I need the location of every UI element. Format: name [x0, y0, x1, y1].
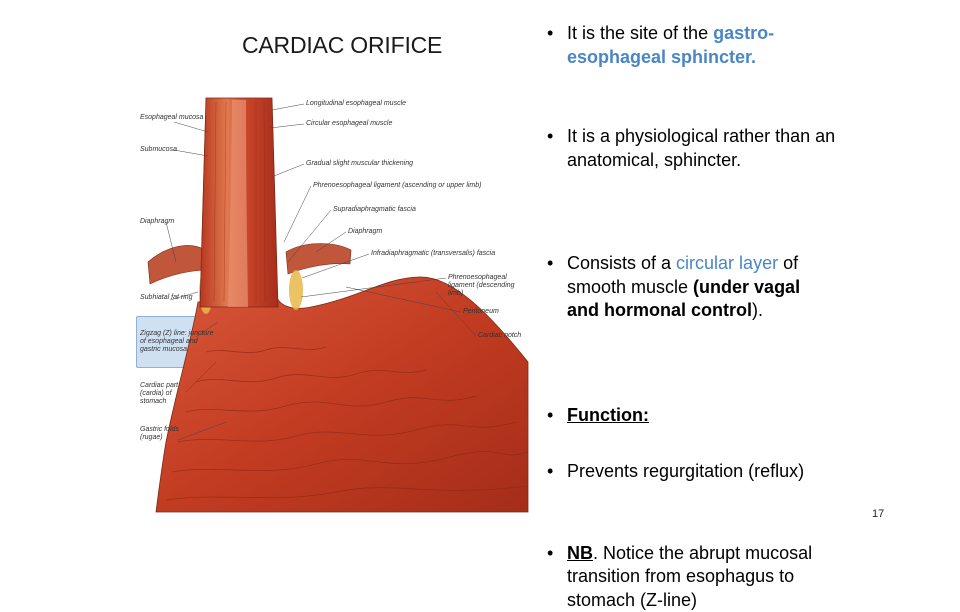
- label-subhiatal-fat-ring: Subhiatal fat ring: [140, 294, 193, 302]
- label-phrenoesophageal-upper: Phrenoesophageal ligament (ascending or upper limb): [313, 182, 482, 190]
- page-number: 17: [872, 508, 884, 520]
- bullet-list: [547, 22, 837, 304]
- label-esophageal-mucosa: Esophageal mucosa: [140, 114, 203, 122]
- label-z-line: Zigzag (Z) line: juncture of esophageal and gastric mucosa: [140, 330, 214, 354]
- emphasis-circular-layer: circular layer: [676, 253, 778, 273]
- label-supradiaphragmatic-fascia: Supradiaphragmatic fascia: [333, 206, 416, 214]
- label-submucosa: Submucosa: [140, 146, 177, 154]
- label-peritoneum: Peritoneum: [463, 308, 499, 316]
- label-longitudinal-muscle: Longitudinal esophageal muscle: [306, 100, 406, 108]
- esophagogastric-junction-illustration: [136, 92, 528, 512]
- bullet-gastroesophageal-sphincter: • It is the site of the gastro-esophageal sphincter.: [547, 22, 837, 69]
- bullet-prevents-regurgitation: • Prevents regurgitation (reflux): [547, 460, 837, 484]
- label-diaphragm-left: Diaphragm: [140, 218, 174, 226]
- label-cardiac-notch: Cardiac notch: [478, 332, 521, 340]
- label-gastric-folds: Gastric folds (rugae): [140, 426, 190, 442]
- label-circular-muscle: Circular esophageal muscle: [306, 120, 392, 128]
- label-muscular-thickening: Gradual slight muscular thickening: [306, 160, 413, 168]
- bullet-function-heading: • Function:: [547, 404, 837, 428]
- bullet-physiological-sphincter: • It is a physiological rather than an anatomical, sphincter.: [547, 125, 837, 172]
- bullet-circular-layer: • Consists of a circular layer of smooth muscle (under vagal and hormonal control).: [547, 252, 837, 323]
- label-phrenoesophageal-descending: Phrenoesophageal ligament (descending limb): [448, 274, 528, 298]
- bullet-nb-z-line: • NB. Notice the abrupt mucosal transition from esophagus to stomach (Z-line): [547, 542, 837, 612]
- anatomy-figure: [136, 92, 528, 512]
- label-infradiaphragmatic-fascia: Infradiaphragmatic (transversalis) fascia: [371, 250, 495, 258]
- label-diaphragm-right: Diaphragm: [348, 228, 382, 236]
- slide-title: CARDIAC ORIFICE: [242, 32, 442, 59]
- emphasis-gastroesophageal-sphincter: gastro-esophageal sphincter.: [567, 23, 774, 67]
- label-cardiac-part: Cardiac part (cardia) of stomach: [140, 382, 190, 406]
